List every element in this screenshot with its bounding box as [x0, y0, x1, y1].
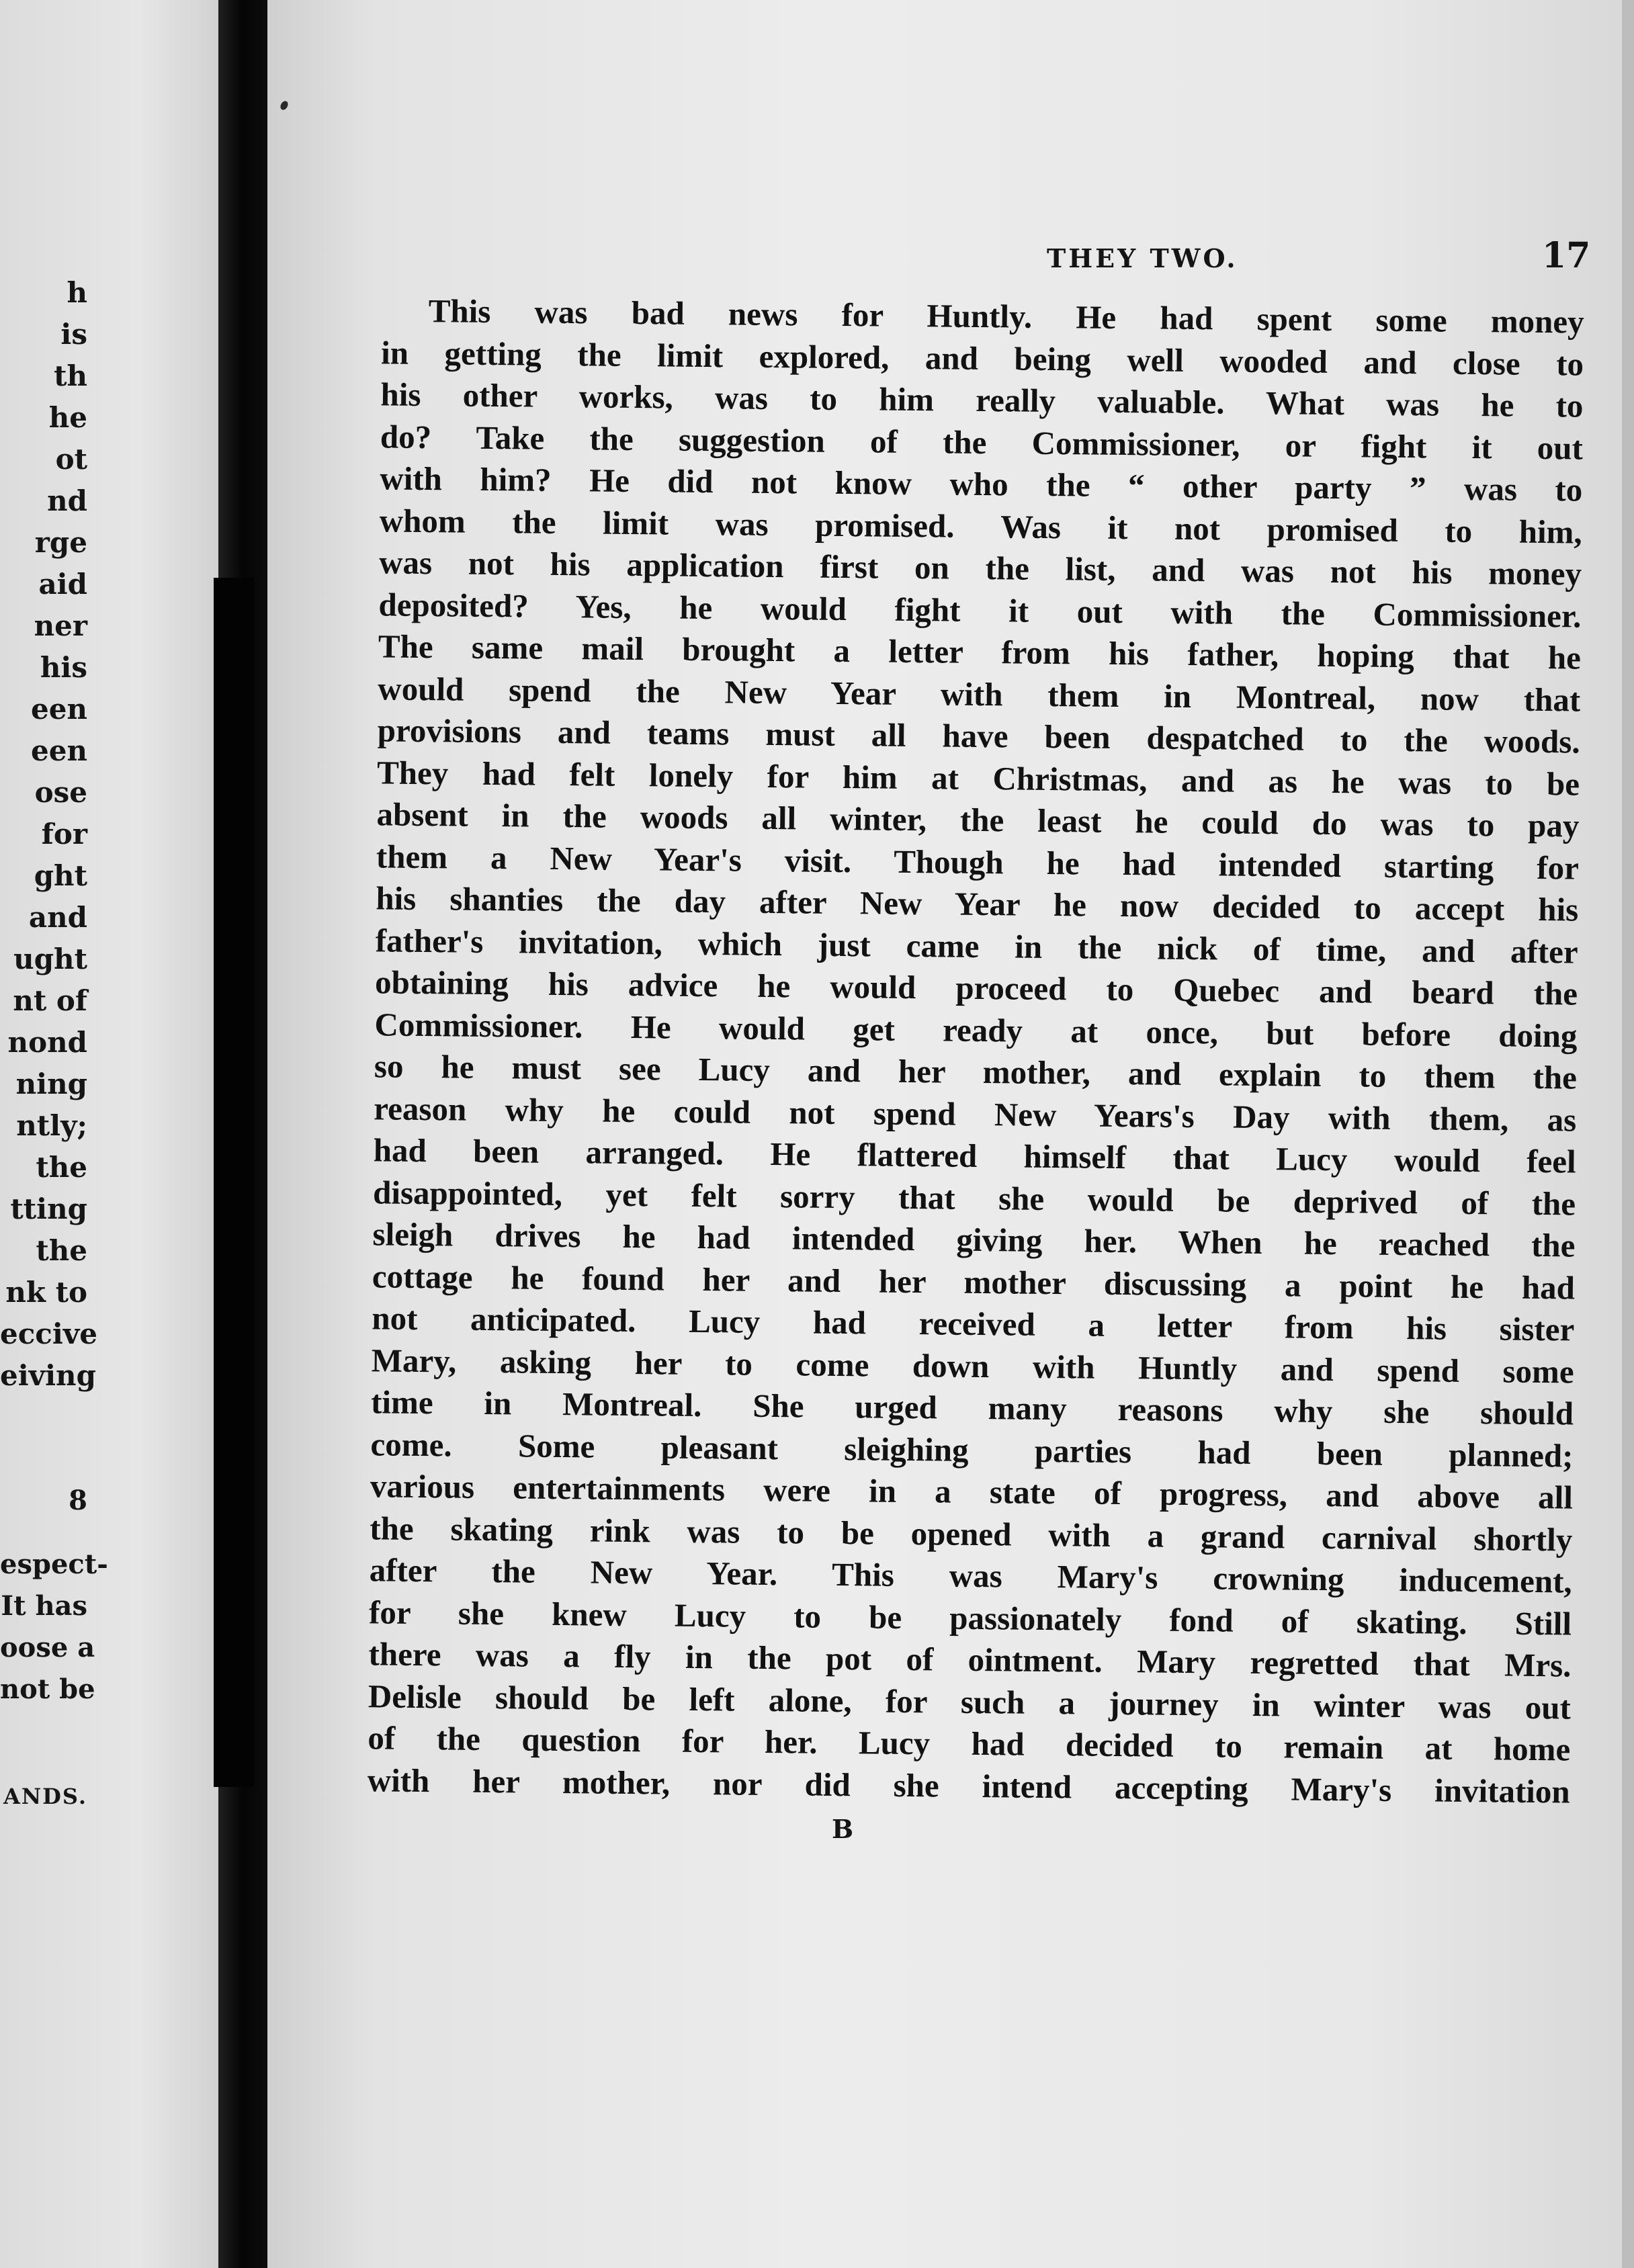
left-page-lower-line: It has — [1, 1590, 87, 1622]
scan-speck — [279, 99, 290, 111]
left-page-line: ot — [55, 443, 87, 476]
left-page-line: for — [41, 818, 87, 850]
left-page-line: ose — [34, 776, 87, 809]
running-head: THEY TWO. — [1047, 243, 1238, 273]
text-line: reason why he could not spend New Years's Day with them, as — [374, 1089, 1577, 1139]
text-line: The same mail brought a letter from his father, hoping that he — [378, 627, 1582, 677]
text-line: in getting the limit explored, and being well wooded and close to — [380, 333, 1584, 383]
body-text — [367, 290, 1584, 1813]
text-line: would spend the New Year with them in Montreal, now that — [378, 669, 1581, 719]
text-line: them a New Year's visit. Though he had intended starting for — [376, 837, 1580, 887]
book-page — [267, 0, 1634, 2268]
text-line: deposited? Yes, he would fight it out with the Commissioner. — [378, 585, 1582, 635]
text-line: obtaining his advice he would proceed to Quebec and beard the — [374, 963, 1578, 1012]
left-page-lower-fragments — [0, 1544, 108, 1710]
left-page-line: een — [31, 734, 87, 767]
signature-mark: B — [832, 1814, 854, 1844]
gutter-shadow — [214, 578, 254, 1787]
text-line: This was bad news for Huntly. He had spent some money — [428, 292, 1584, 341]
text-line: various entertainments were in a state of progress, and above all — [370, 1467, 1574, 1516]
text-line: cottage he found her and her mother discussing a point he had — [372, 1257, 1576, 1307]
page-number: 17 — [1542, 235, 1591, 276]
text-line: there was a fly in the pot of ointment. Mary regretted that Mrs. — [368, 1635, 1572, 1684]
left-page-line: nd — [47, 484, 87, 517]
text-line: whom the limit was promised. Was it not promised to him, — [379, 501, 1582, 551]
text-line: absent in the woods all winter, the least he could do was to pay — [376, 795, 1580, 844]
text-line: disappointed, yet felt sorry that she would be deprived of the — [372, 1173, 1576, 1223]
text-line: his shanties the day after New Year he now decided to accept his — [376, 879, 1579, 928]
left-page-line: eiving — [0, 1359, 96, 1392]
text-line: his other works, was to him really valuable. What was he to — [380, 376, 1584, 425]
text-line: Delisle should be left alone, for such a journey in winter was out — [368, 1677, 1572, 1726]
page-header — [778, 235, 1591, 284]
left-page-line: nk to — [5, 1276, 87, 1309]
left-page-line: nond — [7, 1026, 87, 1059]
left-page-line: aid — [38, 568, 87, 601]
left-page-line-fragments — [0, 272, 97, 1397]
left-page-lower-line: oose a — [0, 1632, 95, 1663]
text-line: do? Take the suggestion of the Commissioner, or fight it out — [380, 417, 1584, 467]
text-line: was not his application first on the list, and was not his money — [378, 543, 1582, 593]
text-line: for she knew Lucy to be passionately fond of skating. Still — [368, 1593, 1572, 1642]
left-page-line: ntly; — [16, 1109, 87, 1142]
text-line: They had felt lonely for him at Christmas, and as he was to be — [376, 753, 1580, 803]
text-line: come. Some pleasant sleighing parties had been planned; — [370, 1425, 1574, 1475]
text-line: the skating rink was to be opened with a grand carnival shortly — [370, 1509, 1573, 1559]
left-page-lower-line: espect- — [0, 1549, 108, 1580]
left-page-line: h — [67, 276, 87, 309]
left-page-lower-line: not be — [0, 1673, 95, 1705]
text-line: time in Montreal. She urged many reasons why she should — [370, 1383, 1574, 1432]
text-line: with her mother, nor did she intend accepting Mary's invitation — [367, 1761, 1570, 1810]
text-line: Mary, asking her to come down with Huntly and spend some — [371, 1341, 1574, 1391]
left-page-line: the — [36, 1151, 87, 1184]
left-page-line: rge — [34, 526, 87, 559]
text-line: with him? He did not know who the “ other party ” was to — [380, 460, 1583, 509]
text-line: not anticipated. Lucy had received a letter from his sister — [372, 1299, 1575, 1348]
left-page-line: nt of — [13, 984, 87, 1017]
left-page-line: ner — [34, 609, 87, 642]
left-page-footer: ANDS. — [3, 1784, 87, 1809]
text-line: Commissioner. He would get ready at once, but before doing — [374, 1005, 1578, 1055]
left-page-line: and — [28, 901, 87, 934]
left-facing-page — [0, 0, 232, 2268]
left-page-line: een — [31, 693, 87, 726]
left-page-line: ning — [15, 1067, 87, 1100]
left-page-line: is — [60, 318, 87, 351]
page-edge-shadow — [1622, 0, 1634, 2268]
left-page-line: eccive — [0, 1317, 97, 1350]
text-line: so he must see Lucy and her mother, and explain to them the — [374, 1047, 1578, 1096]
text-line: father's invitation, which just came in the nick of time, and after — [375, 921, 1578, 971]
text-line: sleigh drives he had intended giving her. When he reached the — [372, 1215, 1576, 1264]
text-line: after the New Year. This was Mary's crowning inducement, — [369, 1551, 1572, 1600]
left-page-line: th — [54, 359, 87, 392]
left-page-line: ght — [34, 859, 87, 892]
left-page-line: he — [48, 401, 87, 434]
text-line: provisions and teams must all have been despatched to the woods. — [377, 711, 1580, 760]
text-line: had been arranged. He flattered himself that Lucy would feel — [373, 1131, 1576, 1180]
left-page-number: 8 — [69, 1485, 87, 1516]
text-line: of the question for her. Lucy had decided to remain at home — [368, 1719, 1571, 1768]
left-page-line: his — [40, 651, 87, 684]
left-page-line: tting — [10, 1192, 87, 1225]
left-page-line: ught — [13, 943, 87, 975]
left-page-line: the — [36, 1234, 87, 1267]
